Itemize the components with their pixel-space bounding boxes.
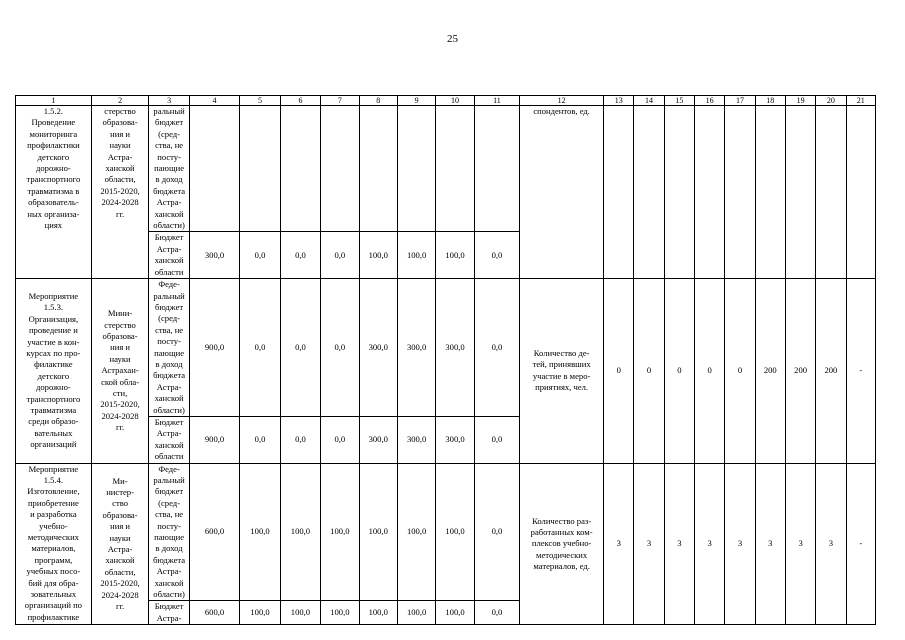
program-activities-table	[15, 95, 876, 625]
funding-source-cell: Феде- ральный бюджет (сред- ства, не посту- пающие в доход бюджета Астра- ханской области)	[149, 463, 189, 601]
activity-name-cell: 1.5.2. Проведение мониторинга профилактики детского дорожно- транспортного травматизма в образователь- ных организа- циях	[16, 106, 92, 279]
target-cell: 0	[634, 279, 664, 464]
value-cell: 300,0	[359, 416, 397, 463]
target-cell	[634, 106, 664, 279]
value-cell	[397, 106, 435, 232]
target-cell: -	[846, 463, 875, 625]
value-cell: 0,0	[321, 232, 359, 279]
column-number: 19	[785, 96, 815, 106]
column-number: 2	[91, 96, 149, 106]
value-cell: 900,0	[189, 416, 240, 463]
executor-cell: Ми- нистер- ство образова- ния и науки Астра- ханской области, 2015-2020, 2024-2028 гг.	[91, 463, 149, 625]
target-cell: 200	[816, 279, 846, 464]
target-cell: 200	[755, 279, 785, 464]
target-cell: 200	[785, 279, 815, 464]
target-cell: 3	[755, 463, 785, 625]
indicator-cell: Количество де- тей, принявших участие в меро- приятиях, чел.	[520, 279, 604, 464]
target-cell: 3	[695, 463, 725, 625]
value-cell: 0,0	[321, 416, 359, 463]
value-cell: 300,0	[397, 279, 435, 417]
target-cell: 0	[725, 279, 755, 464]
column-number: 3	[149, 96, 189, 106]
column-number: 1	[16, 96, 92, 106]
page-number: 25	[447, 33, 458, 45]
column-number: 20	[816, 96, 846, 106]
value-cell: 0,0	[474, 232, 519, 279]
column-number: 5	[240, 96, 280, 106]
column-number: 8	[359, 96, 397, 106]
column-number: 21	[846, 96, 875, 106]
value-cell: 300,0	[436, 279, 474, 417]
target-cell: 3	[725, 463, 755, 625]
column-number: 17	[725, 96, 755, 106]
value-cell: 100,0	[240, 463, 280, 601]
value-cell: 0,0	[280, 232, 320, 279]
column-number: 11	[474, 96, 519, 106]
column-number: 12	[520, 96, 604, 106]
value-cell: 100,0	[280, 601, 320, 625]
value-cell: 600,0	[189, 463, 240, 601]
value-cell	[189, 106, 240, 232]
target-cell	[664, 106, 694, 279]
value-cell	[359, 106, 397, 232]
table-row	[16, 463, 876, 601]
value-cell: 0,0	[240, 279, 280, 417]
target-cell: 3	[634, 463, 664, 625]
target-cell	[604, 106, 634, 279]
value-cell: 100,0	[397, 601, 435, 625]
funding-source-cell: Бюджет Астра-	[149, 601, 189, 625]
value-cell: 100,0	[359, 601, 397, 625]
value-cell: 0,0	[240, 416, 280, 463]
value-cell: 100,0	[436, 463, 474, 601]
value-cell: 100,0	[321, 601, 359, 625]
funding-source-cell: Бюджет Астра- ханской области	[149, 232, 189, 279]
target-cell	[846, 106, 875, 279]
funding-source-cell: Феде- ральный бюджет (сред- ства, не посту- пающие в доход бюджета Астра- ханской области)	[149, 279, 189, 417]
value-cell: 100,0	[359, 232, 397, 279]
value-cell: 0,0	[240, 232, 280, 279]
target-cell	[755, 106, 785, 279]
value-cell: 0,0	[474, 279, 519, 417]
target-cell	[695, 106, 725, 279]
target-cell: 3	[604, 463, 634, 625]
column-number: 10	[436, 96, 474, 106]
value-cell: 300,0	[189, 232, 240, 279]
value-cell: 0,0	[321, 279, 359, 417]
value-cell	[436, 106, 474, 232]
value-cell: 0,0	[280, 279, 320, 417]
activity-name-cell: Мероприятие 1.5.4. Изготовление, приобретение и разработка учебно- методических материалов, программ, учебных посо- бий для обра- зовательных организаций по профилактике	[16, 463, 92, 625]
value-cell: 100,0	[280, 463, 320, 601]
target-cell: 0	[695, 279, 725, 464]
target-cell: 3	[816, 463, 846, 625]
table-row	[16, 106, 876, 232]
value-cell: 300,0	[359, 279, 397, 417]
target-cell: -	[846, 279, 875, 464]
indicator-cell: Количество раз- работанных ком- плексов учебно- методических материалов, ед.	[520, 463, 604, 625]
target-cell: 3	[785, 463, 815, 625]
column-number: 15	[664, 96, 694, 106]
column-number: 7	[321, 96, 359, 106]
executor-cell: Мини- стерство образова- ния и науки Астрахан- ской обла- сти, 2015-2020, 2024-2028 гг.	[91, 279, 149, 464]
value-cell: 100,0	[240, 601, 280, 625]
column-number: 6	[280, 96, 320, 106]
value-cell	[474, 106, 519, 232]
value-cell: 0,0	[474, 416, 519, 463]
column-number: 18	[755, 96, 785, 106]
target-cell: 0	[664, 279, 694, 464]
value-cell: 300,0	[436, 416, 474, 463]
executor-cell: стерство образова- ния и науки Астра- ханской области, 2015-2020, 2024-2028 гг.	[91, 106, 149, 279]
value-cell: 0,0	[474, 601, 519, 625]
target-cell	[725, 106, 755, 279]
column-number: 4	[189, 96, 240, 106]
column-number: 14	[634, 96, 664, 106]
column-number: 16	[695, 96, 725, 106]
value-cell: 0,0	[474, 463, 519, 601]
indicator-cell: спондентов, ед.	[520, 106, 604, 279]
funding-source-cell: Бюджет Астра- ханской области	[149, 416, 189, 463]
value-cell	[240, 106, 280, 232]
value-cell: 100,0	[436, 232, 474, 279]
value-cell: 300,0	[397, 416, 435, 463]
column-number-header	[16, 96, 876, 106]
activity-name-cell: Мероприятие 1.5.3. Организация, проведение и участие в кон- курсах по про- филактике детского дорожно- транспортного травматизма среди образо- вательных организаций	[16, 279, 92, 464]
table-row	[16, 279, 876, 417]
value-cell: 100,0	[397, 463, 435, 601]
target-cell	[785, 106, 815, 279]
value-cell: 900,0	[189, 279, 240, 417]
funding-source-cell: ральный бюджет (сред- ства, не посту- пающие в доход бюджета Астра- ханской области)	[149, 106, 189, 232]
value-cell	[321, 106, 359, 232]
value-cell: 100,0	[436, 601, 474, 625]
target-cell: 0	[604, 279, 634, 464]
value-cell: 0,0	[280, 416, 320, 463]
value-cell: 100,0	[321, 463, 359, 601]
value-cell: 100,0	[397, 232, 435, 279]
column-number: 9	[397, 96, 435, 106]
value-cell: 100,0	[359, 463, 397, 601]
target-cell	[816, 106, 846, 279]
value-cell: 600,0	[189, 601, 240, 625]
column-number: 13	[604, 96, 634, 106]
value-cell	[280, 106, 320, 232]
target-cell: 3	[664, 463, 694, 625]
